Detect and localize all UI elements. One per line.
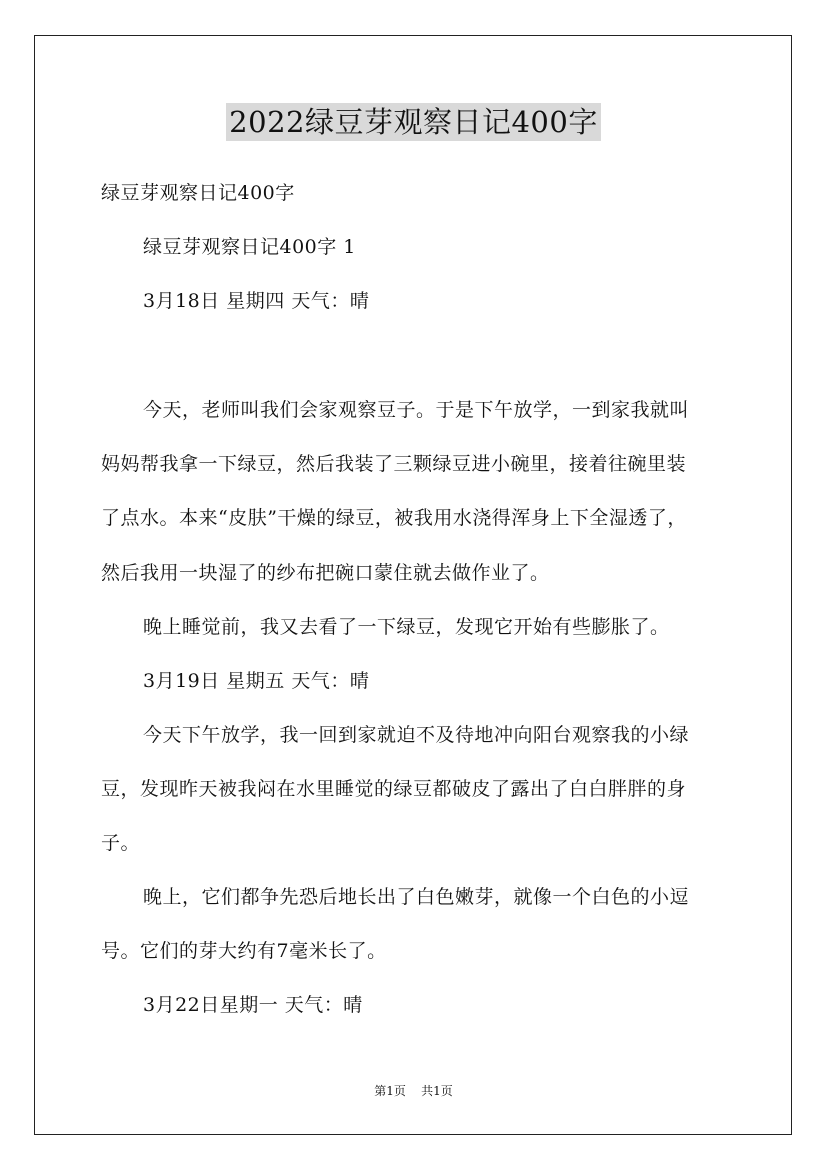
page-footer [0, 1083, 827, 1099]
paragraph-line: 号。它们的芽大约有7毫米长了。 [101, 940, 387, 962]
paragraph-line: 今天下午放学，我一回到家就迫不及待地冲向阳台观察我的小绿 [143, 724, 690, 746]
page-total: 共1页 [421, 1084, 453, 1098]
document-subtitle: 绿豆芽观察日记400字 [101, 182, 295, 204]
date-line: 3月19日 星期五 天气：晴 [143, 670, 370, 692]
paragraph-line: 晚上睡觉前，我又去看了一下绿豆，发现它开始有些膨胀了。 [143, 616, 670, 638]
document-title: 2022绿豆芽观察日记400字 [226, 103, 601, 141]
paragraph-line: 今天，老师叫我们会家观察豆子。于是下午放学，一到家我就叫 [143, 399, 690, 421]
paragraph-line: 晚上，它们都争先恐后地长出了白色嫩芽，就像一个白色的小逗 [143, 886, 690, 908]
paragraph-line: 子。 [101, 832, 141, 854]
paragraph-line: 豆，发现昨天被我闷在水里睡觉的绿豆都破皮了露出了白白胖胖的身 [101, 778, 687, 800]
date-line: 3月18日 星期四 天气：晴 [143, 290, 370, 312]
page-number: 第1页 [374, 1084, 406, 1098]
date-line: 3月22日星期一 天气：晴 [143, 994, 363, 1016]
section-heading: 绿豆芽观察日记400字 1 [143, 236, 356, 258]
paragraph-line: 然后我用一块湿了的纱布把碗口蒙住就去做作业了。 [101, 562, 550, 584]
paragraph-line: 了点水。本来“皮肤”干燥的绿豆，被我用水浇得浑身上下全湿透了， [101, 507, 687, 529]
paragraph-line: 妈妈帮我拿一下绿豆，然后我装了三颗绿豆进小碗里，接着往碗里装 [101, 453, 687, 475]
title-container [0, 103, 827, 141]
